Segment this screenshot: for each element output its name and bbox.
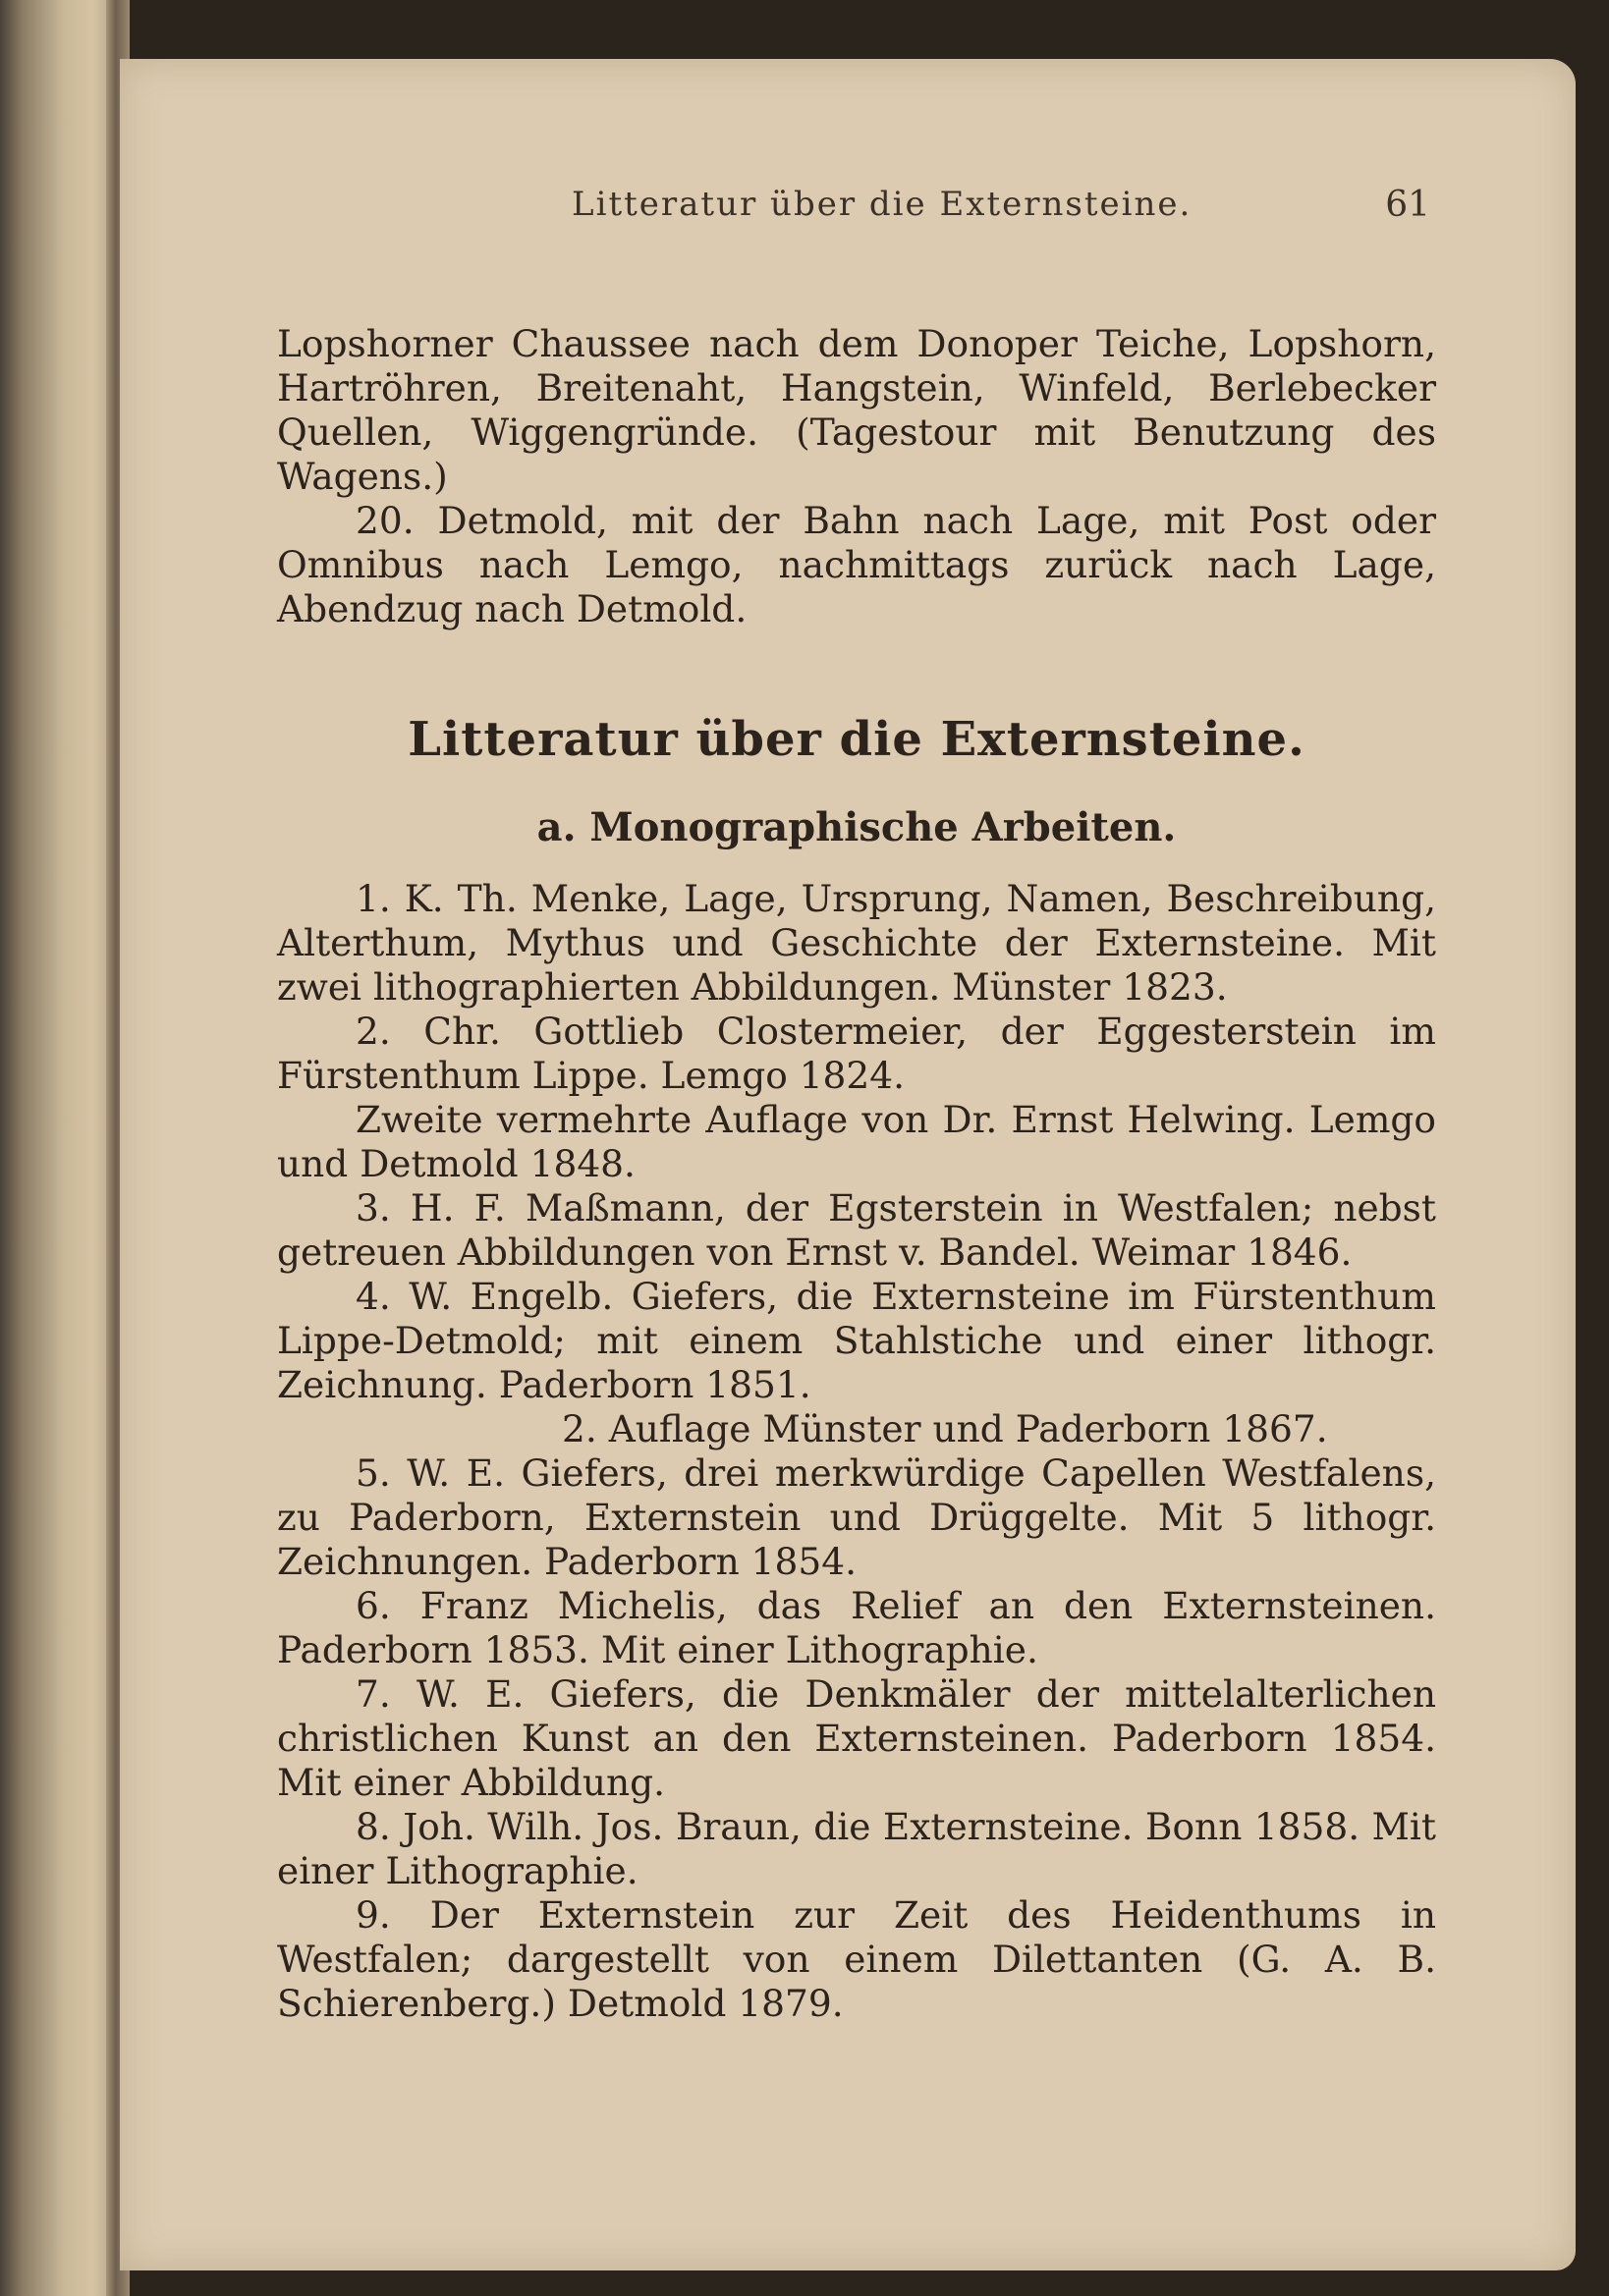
bibliography-entry: Zweite vermehrte Auflage von Dr. Ernst Helwing. Lemgo und Detmold 1848. [277,1098,1436,1185]
intro-paragraph: Lopshorner Chaussee nach dem Donoper Teiche, Lopshorn, Hartröhren, Breitenaht, Hangstein, Winfeld, Berlebecker Quellen, Wiggengründe. (Tagestour mit Benutzung des Wagens.) [277,322,1436,498]
page-number: 61 [1385,185,1430,225]
left-page-edge [0,0,116,2296]
book-page [120,59,1576,2270]
bibliography-entry: 4. W. Engelb. Giefers, die Externsteine im Fürstenthum Lippe-Detmold; mit einem Stahlstiche und einer lithogr. Zeichnung. Paderborn 1851. [277,1275,1436,1406]
route-item-20: 20. Detmold, mit der Bahn nach Lage, mit Post oder Omnibus nach Lemgo, nachmittags zurück nach Lage, Abendzug nach Detmold. [277,499,1436,630]
bibliography-entry: 2. Chr. Gottlieb Clostermeier, der Eggesterstein im Fürstenthum Lippe. Lemgo 1824. [277,1010,1436,1097]
running-title: Litteratur über die Externsteine. [572,185,1193,224]
subsection-heading: a. Monographische Arbeiten. [536,804,1177,850]
page-body [277,322,1436,2026]
bibliography-entry: 2. Auflage Münster und Paderborn 1867. [562,1407,1328,1450]
bibliography-entry: 1. K. Th. Menke, Lage, Ursprung, Namen, Beschreibung, Alterthum, Mythus und Geschichte der Externsteine. Mit zwei lithographierten Abbildungen. Münster 1823. [277,877,1436,1009]
bibliography-entry: 3. H. F. Maßmann, der Egsterstein in Westfalen; nebst getreuen Abbildungen von Ernst v. Bandel. Weimar 1846. [277,1186,1436,1274]
bibliography-entry: 5. W. E. Giefers, drei merkwürdige Capellen Westfalens, zu Paderborn, Externstein und Drüggelte. Mit 5 lithogr. Zeichnungen. Paderborn 1854. [277,1451,1436,1583]
bibliography-entry: 6. Franz Michelis, das Relief an den Externsteinen. Paderborn 1853. Mit einer Lithographie. [277,1584,1436,1671]
bibliography-entry: 8. Joh. Wilh. Jos. Braun, die Externsteine. Bonn 1858. Mit einer Lithographie. [277,1805,1436,1892]
section-heading: Litteratur über die Externsteine. [408,712,1305,767]
bibliography-entry: 9. Der Externstein zur Zeit des Heidenthums in Westfalen; dargestellt von einem Dilettanten (G. A. B. Schierenberg.) Detmold 1879. [277,1893,1436,2025]
page-header [120,185,1576,244]
bibliography-entry: 7. W. E. Giefers, die Denkmäler der mittelalterlichen christlichen Kunst an den Externsteinen. Paderborn 1854. Mit einer Abbildung. [277,1672,1436,1804]
